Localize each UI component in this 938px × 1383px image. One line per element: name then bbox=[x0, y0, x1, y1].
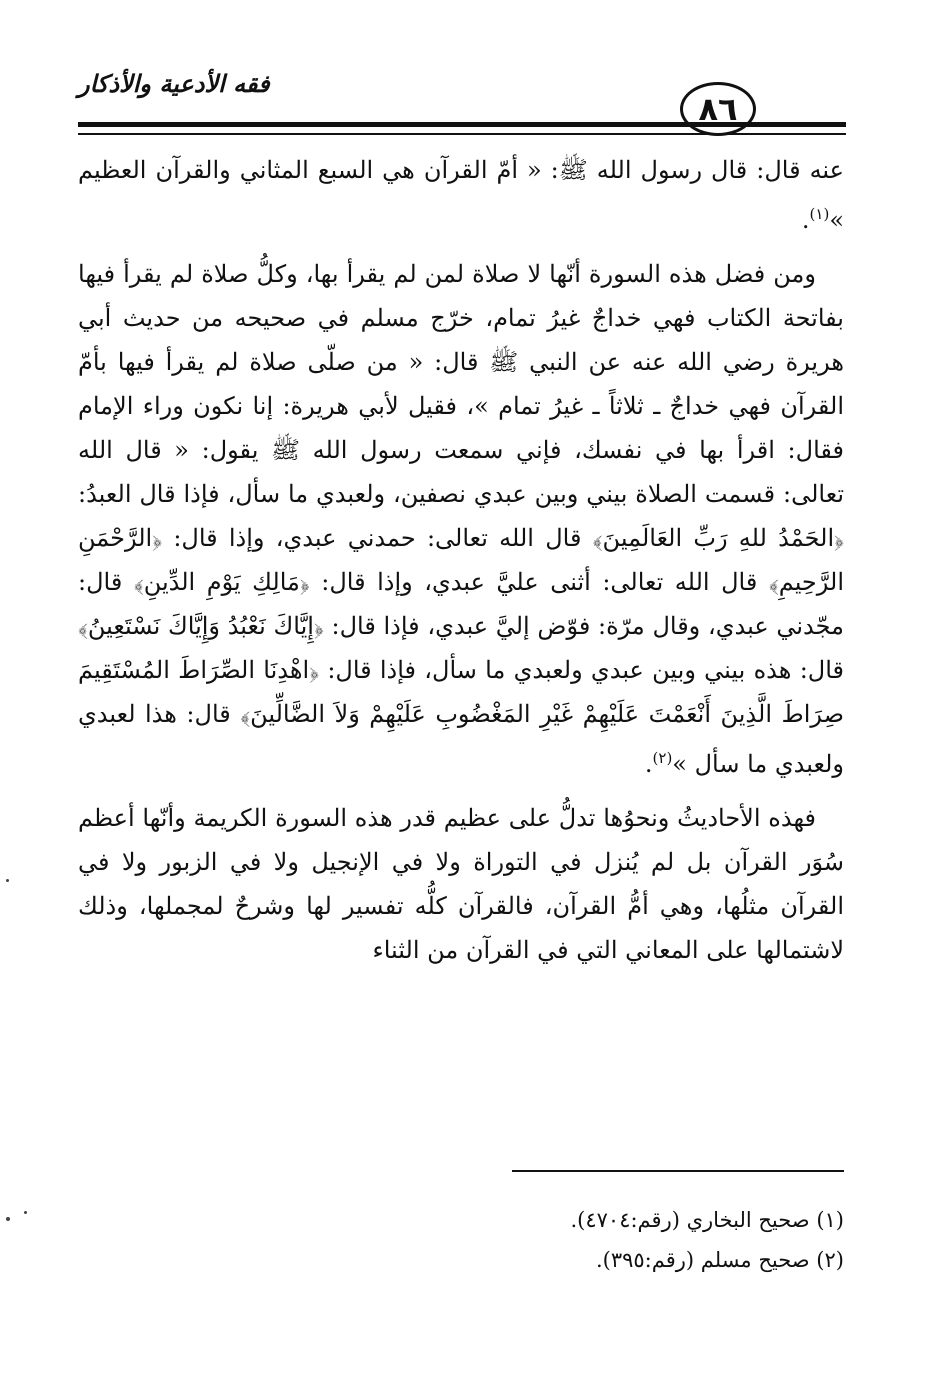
footnotes bbox=[364, 1200, 844, 1280]
paragraph-1-tail: . bbox=[801, 206, 810, 234]
scan-speck bbox=[6, 879, 9, 882]
footnote-1: (١) صحيح البخاري (رقم:٤٧٠٤). bbox=[570, 1208, 844, 1232]
main-text bbox=[78, 148, 844, 982]
header-rule-thin bbox=[78, 133, 846, 135]
paragraph-2-text: ومن فضل هذه السورة أنّها لا صلاة لمن لم يقرأ بها، وكلُّ صلاة لم يقرأ فيها بفاتحة الكتاب فهي خداجٌ غيرُ تمام، خرّج مسلم في صحيحه من حديث أبي هريرة رضي الله عنه عن النبي ﷺ قال: « من صلّى صلاة لم يقرأ فيها بأمّ القرآن فهي خداجٌ ـ ثلاثاً ـ غيرُ تمام »، فقيل لأبي هريرة: إنا نكون وراء الإمام فقال: اقرأ بها في نفسك، فإني سمعت رسول الله ﷺ يقول: « قال الله تعالى: قسمت الصلاة بيني وبين عبدي نصفين، ولعبدي ما سأل، فإذا قال العبدُ: ﴿الحَمْدُ للهِ رَبِّ العَالَمِينَ﴾ قال الله تعالى: حمدني عبدي، وإذا قال: ﴿الرَّحْمَنِ الرَّحِيمِ﴾ قال الله تعالى: أثنى عليَّ عبدي، وإذا قال: ﴿مَالِكِ يَوْمِ الدِّينِ﴾ قال: مجّدني عبدي، وقال مرّة: فوّض إليَّ عبدي، فإذا قال: ﴿إِيَّاكَ نَعْبُدُ وَإِيَّاكَ نَسْتَعِينُ﴾ قال: هذه بيني وبين عبدي ولعبدي ما سأل، فإذا قال: ﴿اهْدِنَا الصِّرَاطَ المُسْتَقِيمَ صِرَاطَ الَّذِينَ أَنْعَمْتَ عَلَيْهِمْ غَيْرِ المَغْضُوبِ عَلَيْهِمْ وَلاَ الضَّالِّينَ﴾ قال: هذا لعبدي ولعبدي ما سأل » bbox=[78, 260, 845, 778]
scan-speck bbox=[24, 1211, 27, 1214]
paragraph-1 bbox=[78, 148, 844, 242]
header-rule-thick bbox=[78, 122, 846, 127]
scan-speck bbox=[6, 1217, 10, 1221]
footnote-ref-2: (٢) bbox=[652, 749, 673, 767]
footnote-2: (٢) صحيح مسلم (رقم:٣٩٥). bbox=[595, 1248, 844, 1272]
running-header-title: فقه الأدعية والأذكار bbox=[78, 70, 270, 98]
page-number: ٨٦ bbox=[680, 82, 756, 136]
footnote-separator bbox=[512, 1170, 844, 1172]
paragraph-1-text: عنه قال: قال رسول الله ﷺ: « أمّ القرآن هي السبع المثاني والقرآن العظيم » bbox=[78, 156, 844, 234]
paragraph-3 bbox=[78, 796, 844, 972]
paragraph-2 bbox=[78, 252, 844, 786]
paragraph-2-tail: . bbox=[644, 750, 653, 778]
footnote-ref-1: (١) bbox=[809, 205, 830, 223]
paragraph-3-text: فهذه الأحاديثُ ونحوُها تدلُّ على عظيم قدر هذه السورة الكريمة وأنّها أعظم سُوَر القرآن بل لم يُنزل في التوراة ولا في الإنجيل ولا في الزبور ولا في القرآن مثلُها، وهي أمُّ القرآن، فالقرآن كلُّه تفسير لها وشرحٌ لمجملها، وذلك لاشتمالها على المعاني التي في القرآن من الثناء bbox=[78, 804, 844, 964]
